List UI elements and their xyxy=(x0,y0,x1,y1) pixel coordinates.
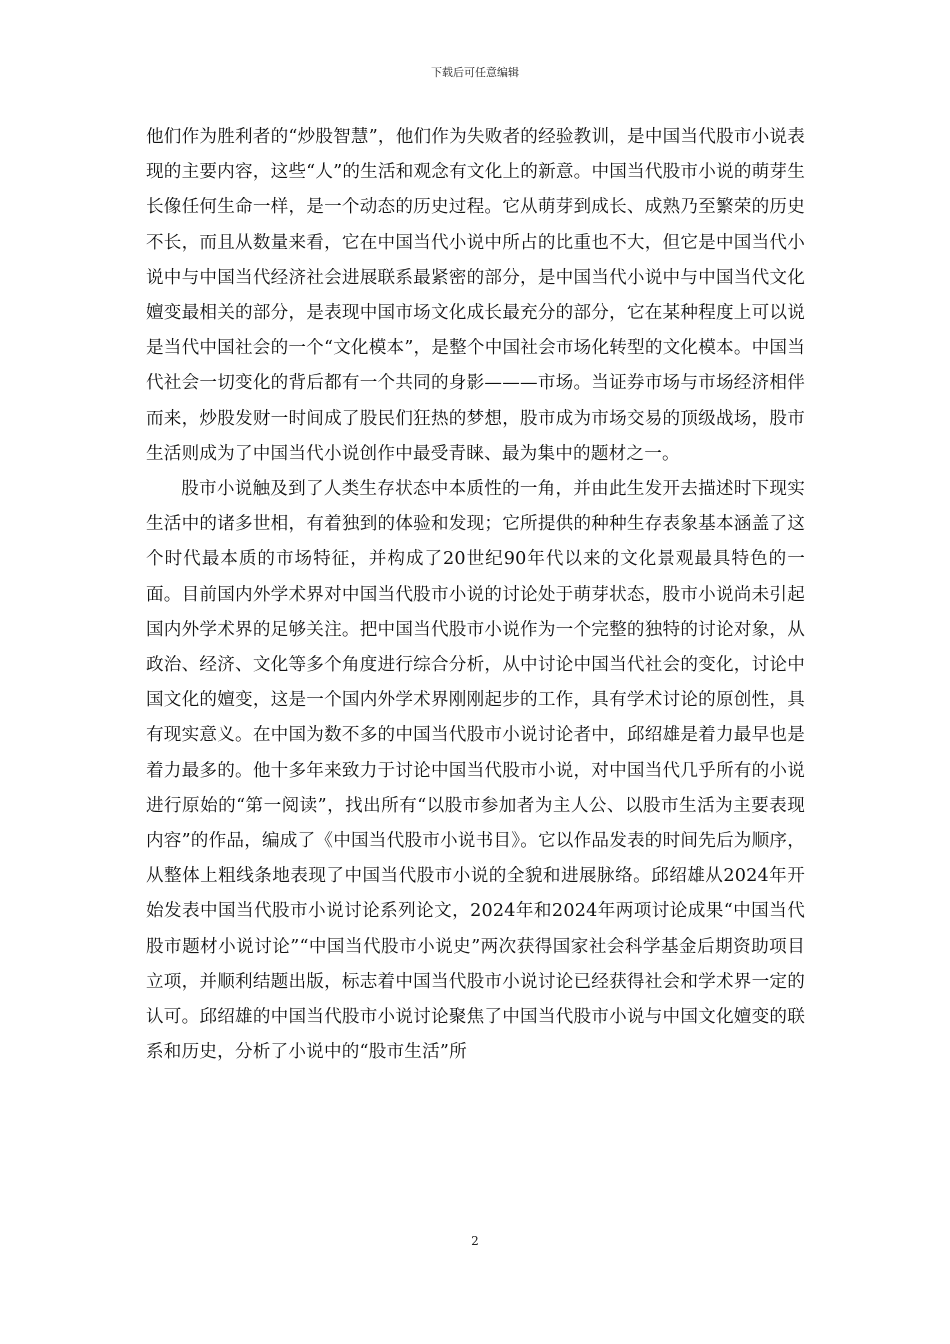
paragraph-2: 股市小说触及到了人类生存状态中本质性的一角，并由此生发开去描述时下现实生活中的诸多世相，有着独到的体验和发现；它所提供的种种生存表象基本涵盖了这个时代最本质的市场特征，并构成了20世纪90年代以来的文化景观最具特色的一面。目前国内外学术界对中国当代股市小说的讨论处于萌芽状态，股市小说尚未引起国内外学术界的足够关注。把中国当代股市小说作为一个完整的独特的讨论对象，从政治、经济、文化等多个角度进行综合分析，从中讨论中国当代社会的变化，讨论中国文化的嬗变，这是一个国内外学术界刚刚起步的工作，具有学术讨论的原创性，具有现实意义。在中国为数不多的中国当代股市小说讨论者中，邱绍雄是着力最早也是着力最多的。他十多年来致力于讨论中国当代股市小说，对中国当代几乎所有的小说进行原始的“第一阅读”，找出所有“以股市参加者为主人公、以股市生活为主要表现内容”的作品，编成了《中国当代股市小说书目》。它以作品发表的时间先后为顺序，从整体上粗线条地表现了中国当代股市小说的全貌和进展脉络。邱绍雄从2024年开始发表中国当代股市小说讨论系列论文，2024年和2024年两项讨论成果“中国当代股市题材小说讨论”“中国当代股市小说史”两次获得国家社会科学基金后期资助项目立项，并顺利结题出版，标志着中国当代股市小说讨论已经获得社会和学术界一定的认可。邱绍雄的中国当代股市小说讨论聚焦了中国当代股市小说与中国文化嬗变的联系和历史，分析了小说中的“股市生活”所 xyxy=(146,479,805,1063)
body-text xyxy=(146,120,805,1070)
paragraph-1: 他们作为胜利者的“炒股智慧”，他们作为失败者的经验教训，是中国当代股市小说表现的主要内容，这些“人”的生活和观念有文化上的新意。中国当代股市小说的萌芽生长像任何生命一样，是一个动态的历史过程。它从萌芽到成长、成熟乃至繁荣的历史不长，而且从数量来看，它在中国当代小说中所占的比重也不大，但它是中国当代小说中与中国当代经济社会进展联系最紧密的部分，是中国当代小说中与中国当代文化嬗变最相关的部分，是表现中国市场文化成长最充分的部分，它在某种程度上可以说是当代中国社会的一个“文化模本”，是整个中国社会市场化转型的文化模本。中国当代社会一切变化的背后都有一个共同的身影———市场。当证券市场与市场经济相伴而来，炒股发财一时间成了股民们狂热的梦想，股市成为市场交易的顶级战场，股市生活则成为了中国当代小说创作中最受青睐、最为集中的题材之一。 xyxy=(146,127,805,464)
page-number: 2 xyxy=(471,1234,479,1248)
page-header: 下载后可任意编辑 xyxy=(431,66,519,79)
